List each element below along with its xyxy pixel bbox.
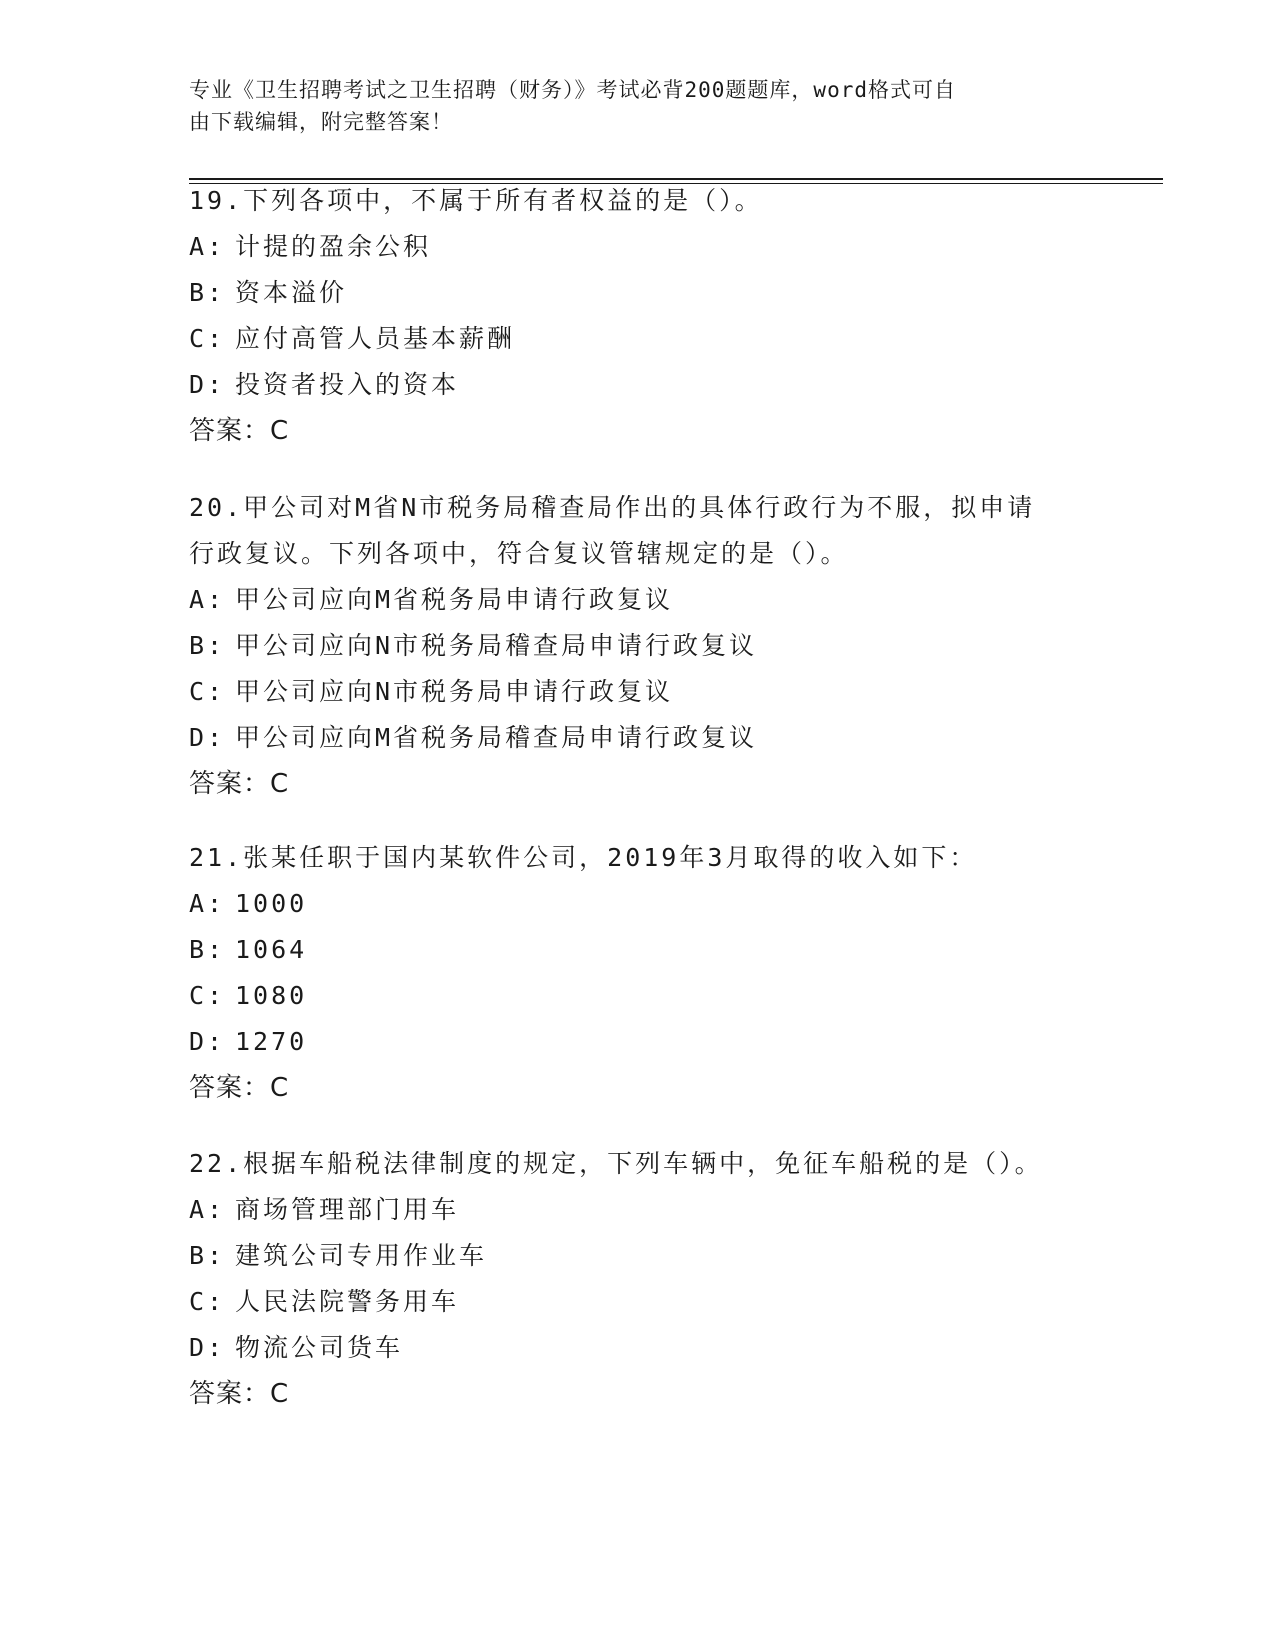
question-22 xyxy=(189,1141,1109,1417)
option-text: 应付高管人员基本薪酬 xyxy=(235,324,516,353)
question-20 xyxy=(189,485,1109,807)
option-a xyxy=(189,577,1109,623)
option-text: 1000 xyxy=(235,889,308,918)
question-stem-line-2: 行政复议。下列各项中，符合复议管辖规定的是（）。 xyxy=(189,539,849,568)
option-text: 1270 xyxy=(235,1027,308,1056)
option-letter: D: xyxy=(189,1333,226,1362)
option-text: 甲公司应向N市税务局申请行政复议 xyxy=(235,677,674,706)
option-c xyxy=(189,1279,1109,1325)
option-letter: D: xyxy=(189,723,226,752)
option-b xyxy=(189,1233,1109,1279)
option-text: 人民法院警务用车 xyxy=(235,1287,460,1316)
answer-line: 答案：C xyxy=(189,416,290,446)
option-letter: B: xyxy=(189,935,226,964)
option-letter: C: xyxy=(189,677,226,706)
option-text: 1080 xyxy=(235,981,308,1010)
option-text: 甲公司应向M省税务局申请行政复议 xyxy=(235,585,674,614)
option-letter: B: xyxy=(189,1241,226,1270)
question-stem: 22.根据车船税法律制度的规定，下列车辆中，免征车船税的是（）。 xyxy=(189,1149,1043,1178)
option-c xyxy=(189,316,1109,362)
question-21 xyxy=(189,835,1109,1111)
option-b xyxy=(189,927,1109,973)
answer-line: 答案：C xyxy=(189,1073,290,1103)
option-a xyxy=(189,224,1109,270)
header-line-1: 专业《卫生招聘考试之卫生招聘（财务）》考试必背200题题库，word格式可自 xyxy=(189,78,956,102)
option-letter: A: xyxy=(189,232,226,261)
option-a xyxy=(189,1187,1109,1233)
option-c xyxy=(189,669,1109,715)
question-19 xyxy=(189,178,1109,454)
option-letter: B: xyxy=(189,278,226,307)
option-d xyxy=(189,362,1109,408)
header-line-2: 由下载编辑，附完整答案！ xyxy=(189,110,453,134)
answer-line: 答案：C xyxy=(189,769,290,799)
option-text: 商场管理部门用车 xyxy=(235,1195,460,1224)
option-text: 1064 xyxy=(235,935,308,964)
option-letter: C: xyxy=(189,324,226,353)
option-text: 投资者投入的资本 xyxy=(235,370,460,399)
question-stem: 19.下列各项中，不属于所有者权益的是（）。 xyxy=(189,186,763,215)
option-d xyxy=(189,715,1109,761)
document-header xyxy=(189,74,1089,138)
option-letter: A: xyxy=(189,1195,226,1224)
question-stem: 21.张某任职于国内某软件公司，2019年3月取得的收入如下： xyxy=(189,843,978,872)
option-letter: D: xyxy=(189,370,226,399)
option-text: 计提的盈余公积 xyxy=(235,232,432,261)
option-text: 物流公司货车 xyxy=(235,1333,404,1362)
option-letter: B: xyxy=(189,631,226,660)
option-text: 建筑公司专用作业车 xyxy=(235,1241,488,1270)
option-letter: C: xyxy=(189,1287,226,1316)
option-text: 甲公司应向M省税务局稽查局申请行政复议 xyxy=(235,723,758,752)
option-letter: C: xyxy=(189,981,226,1010)
option-b xyxy=(189,623,1109,669)
option-d xyxy=(189,1019,1109,1065)
option-text: 资本溢价 xyxy=(235,278,348,307)
option-a xyxy=(189,881,1109,927)
question-stem-line-1: 20.甲公司对M省N市税务局稽查局作出的具体行政行为不服，拟申请 xyxy=(189,493,1036,522)
option-letter: A: xyxy=(189,585,226,614)
option-d xyxy=(189,1325,1109,1371)
option-letter: D: xyxy=(189,1027,226,1056)
option-letter: A: xyxy=(189,889,226,918)
option-c xyxy=(189,973,1109,1019)
answer-line: 答案：C xyxy=(189,1379,290,1409)
option-b xyxy=(189,270,1109,316)
option-text: 甲公司应向N市税务局稽查局申请行政复议 xyxy=(235,631,758,660)
